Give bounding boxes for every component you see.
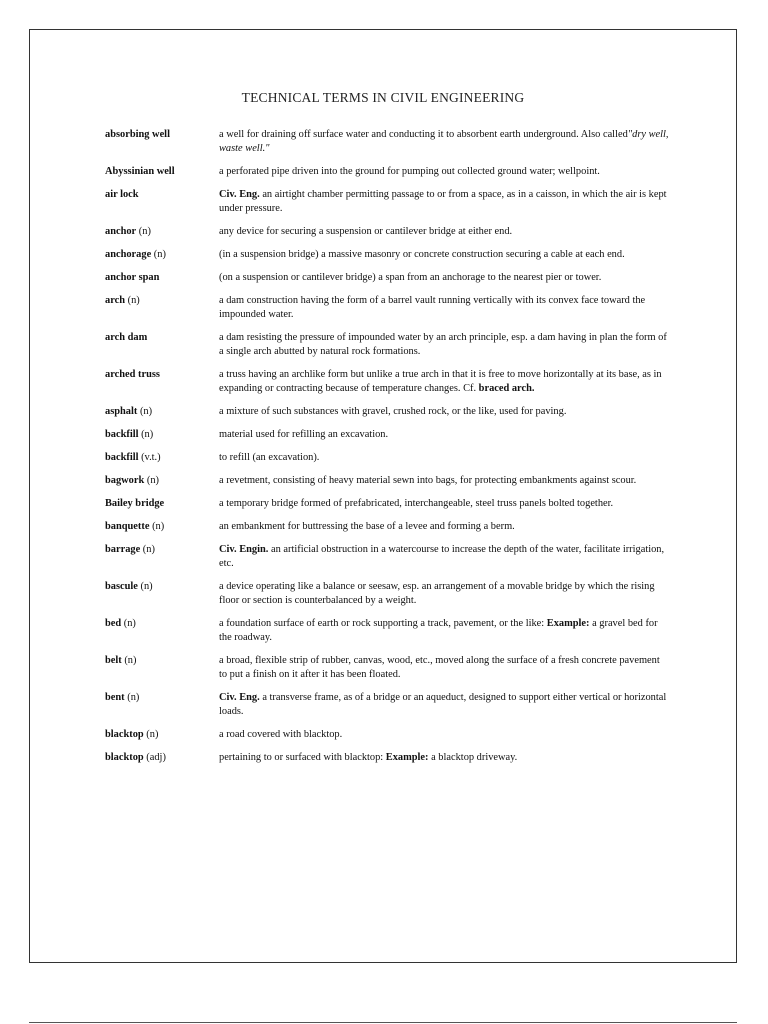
term-word: belt — [105, 655, 122, 666]
definition-text: a dam construction having the form of a barrel vault running vertically with its convex face toward the impounded water. — [219, 295, 646, 320]
term-part-of-speech: (n) — [136, 226, 151, 237]
glossary-entry — [105, 654, 670, 682]
term-word: barrage — [105, 544, 141, 555]
entry-term — [105, 294, 217, 308]
term-part-of-speech: (v.t.) — [138, 452, 161, 463]
glossary-entry — [105, 188, 670, 216]
term-word: Abyssinian well — [105, 166, 175, 177]
glossary-entry — [105, 451, 670, 465]
definition-text: a truss having an archlike form but unlike a true arch in that it is free to move horizontally at its base, as in expanding or contracting because of temperature changes. Cf. — [219, 369, 662, 394]
glossary-entry — [105, 331, 670, 359]
entry-definition — [219, 751, 670, 765]
definition-text: (on a suspension or cantilever bridge) a span from an anchorage to the nearest pier or tower. — [219, 272, 602, 283]
entry-definition — [219, 428, 670, 442]
entry-definition — [219, 654, 670, 682]
definition-text: an embankment for buttressing the base of a levee and forming a berm. — [219, 521, 515, 532]
definition-tail-text: a gravel bed for the roadway. — [219, 618, 658, 643]
entry-term — [105, 451, 217, 465]
term-word: bent — [105, 692, 125, 703]
term-part-of-speech: (n) — [151, 249, 166, 260]
term-part-of-speech: (n) — [143, 729, 159, 740]
glossary-entry — [105, 248, 670, 262]
term-word: backfill — [105, 429, 139, 440]
document-page — [29, 29, 737, 963]
entry-definition — [219, 543, 670, 571]
glossary-entry — [105, 543, 670, 571]
definition-text: a device operating like a balance or seesaw, esp. an arrangement of a movable bridge by which the rising floor or section is counterbalanced by a weight. — [219, 581, 655, 606]
term-part-of-speech: (n) — [140, 544, 155, 555]
term-word: anchorage — [105, 249, 152, 260]
definition-text: a transverse frame, as of a bridge or an aqueduct, designed to support either vertical or horizontal loads. — [219, 692, 667, 717]
glossary-entry — [105, 751, 670, 765]
term-word: blacktop — [105, 729, 144, 740]
entry-term — [105, 405, 217, 419]
term-word: Bailey bridge — [105, 498, 165, 509]
document-title: TECHNICAL TERMS IN CIVIL ENGINEERING — [241, 90, 525, 105]
term-word: absorbing well — [105, 129, 170, 140]
entry-term — [105, 331, 217, 345]
term-word: banquette — [105, 521, 150, 532]
definition-text: material used for refilling an excavation. — [219, 429, 389, 440]
definition-field-label: Civ. Engin. — [219, 544, 269, 555]
entry-definition — [219, 474, 670, 488]
entry-definition — [219, 331, 670, 359]
glossary-list — [105, 128, 670, 774]
term-word: backfill — [105, 452, 139, 463]
entry-definition — [219, 368, 670, 396]
glossary-entry — [105, 271, 670, 285]
term-word: anchor span — [105, 272, 160, 283]
term-word: bascule — [105, 581, 138, 592]
term-word: air lock — [105, 189, 139, 200]
entry-term — [105, 691, 217, 705]
entry-term — [105, 474, 217, 488]
definition-text: a well for draining off surface water and conducting it to absorbent earth underground. Also called — [219, 129, 628, 140]
term-part-of-speech: (n) — [137, 406, 153, 417]
term-word: bed — [105, 618, 122, 629]
glossary-entry — [105, 520, 670, 534]
definition-text: to refill (an excavation). — [219, 452, 320, 463]
entry-definition — [219, 728, 670, 742]
term-part-of-speech: (n) — [121, 618, 136, 629]
definition-text: any device for securing a suspension or cantilever bridge at either end. — [219, 226, 513, 237]
definition-text: an artificial obstruction in a watercourse to increase the depth of the water, facilitate irrigation, etc. — [219, 544, 665, 569]
entry-term — [105, 543, 217, 557]
definition-text: a broad, flexible strip of rubber, canvas, wood, etc., moved along the surface of a fresh concrete pavement to put a finish on it after it has been floated. — [219, 655, 660, 680]
glossary-entry — [105, 294, 670, 322]
glossary-entry — [105, 165, 670, 179]
entry-definition — [219, 225, 670, 239]
entry-term — [105, 271, 217, 285]
term-word: arch dam — [105, 332, 148, 343]
definition-text: (in a suspension bridge) a massive masonry or concrete construction securing a cable at each end. — [219, 249, 625, 260]
definition-field-label: Civ. Eng. — [219, 189, 260, 200]
entry-definition — [219, 520, 670, 534]
entry-term — [105, 225, 217, 239]
term-part-of-speech: (n) — [137, 581, 153, 592]
definition-field-label: Civ. Eng. — [219, 692, 260, 703]
term-part-of-speech: (n) — [138, 429, 154, 440]
term-word: arched truss — [105, 369, 160, 380]
glossary-entry — [105, 728, 670, 742]
entry-term — [105, 428, 217, 442]
entry-definition — [219, 128, 670, 156]
entry-term — [105, 128, 217, 142]
term-word: blacktop — [105, 752, 144, 763]
glossary-entry — [105, 691, 670, 719]
page-bottom-rule — [29, 1022, 737, 1023]
definition-text: a temporary bridge formed of prefabricated, interchangeable, steel truss panels bolted together. — [219, 498, 614, 509]
glossary-entry — [105, 128, 670, 156]
term-part-of-speech: (n) — [144, 475, 159, 486]
glossary-entry — [105, 368, 670, 396]
entry-term — [105, 751, 217, 765]
entry-definition — [219, 617, 670, 645]
definition-text: a road covered with blacktop. — [219, 729, 343, 740]
entry-term — [105, 654, 217, 668]
entry-definition — [219, 580, 670, 608]
entry-definition — [219, 451, 670, 465]
entry-definition — [219, 497, 670, 511]
entry-term — [105, 728, 217, 742]
definition-bold-text: Example: — [385, 752, 429, 763]
entry-definition — [219, 165, 670, 179]
glossary-entry — [105, 405, 670, 419]
term-word: bagwork — [105, 475, 145, 486]
entry-term — [105, 165, 217, 179]
glossary-entry — [105, 225, 670, 239]
definition-text: pertaining to or surfaced with blacktop: — [219, 752, 386, 763]
term-word: arch — [105, 295, 126, 306]
definition-bold-text: Example: — [546, 618, 590, 629]
glossary-entry — [105, 497, 670, 511]
entry-definition — [219, 188, 670, 216]
term-part-of-speech: (n) — [149, 521, 165, 532]
definition-text: a perforated pipe driven into the ground for pumping out collected ground water; wellpoint. — [219, 166, 600, 177]
glossary-entry — [105, 580, 670, 608]
entry-term — [105, 248, 217, 262]
glossary-entry — [105, 474, 670, 488]
entry-term — [105, 617, 217, 631]
entry-definition — [219, 294, 670, 322]
entry-term — [105, 368, 217, 382]
definition-text: a dam resisting the pressure of impounded water by an arch principle, esp. a dam having in plan the form of a single arch abutted by natural rock formations. — [219, 332, 667, 357]
definition-text: a revetment, consisting of heavy material sewn into bags, for protecting embankments against scour. — [219, 475, 637, 486]
term-word: asphalt — [105, 406, 138, 417]
entry-definition — [219, 271, 670, 285]
entry-term — [105, 580, 217, 594]
definition-text: an airtight chamber permitting passage to or from a space, as in a caisson, in which the air is kept under pressure. — [219, 189, 667, 214]
entry-term — [105, 188, 217, 202]
definition-tail-text: a blacktop driveway. — [428, 752, 518, 763]
definition-text: a mixture of such substances with gravel, crushed rock, or the like, used for paving. — [219, 406, 567, 417]
entry-definition — [219, 691, 670, 719]
definition-italic-text: "dry well, waste well." — [219, 129, 669, 154]
definition-text: a foundation surface of earth or rock supporting a track, pavement, or the like: — [219, 618, 547, 629]
term-part-of-speech: (n) — [124, 692, 140, 703]
entry-term — [105, 497, 217, 511]
term-part-of-speech: (n) — [125, 295, 140, 306]
glossary-entry — [105, 617, 670, 645]
term-word: anchor — [105, 226, 137, 237]
term-part-of-speech: (n) — [121, 655, 137, 666]
glossary-entry — [105, 428, 670, 442]
entry-term — [105, 520, 217, 534]
definition-bold-text: braced arch. — [478, 383, 535, 394]
entry-definition — [219, 405, 670, 419]
entry-definition — [219, 248, 670, 262]
term-part-of-speech: (adj) — [143, 752, 166, 763]
